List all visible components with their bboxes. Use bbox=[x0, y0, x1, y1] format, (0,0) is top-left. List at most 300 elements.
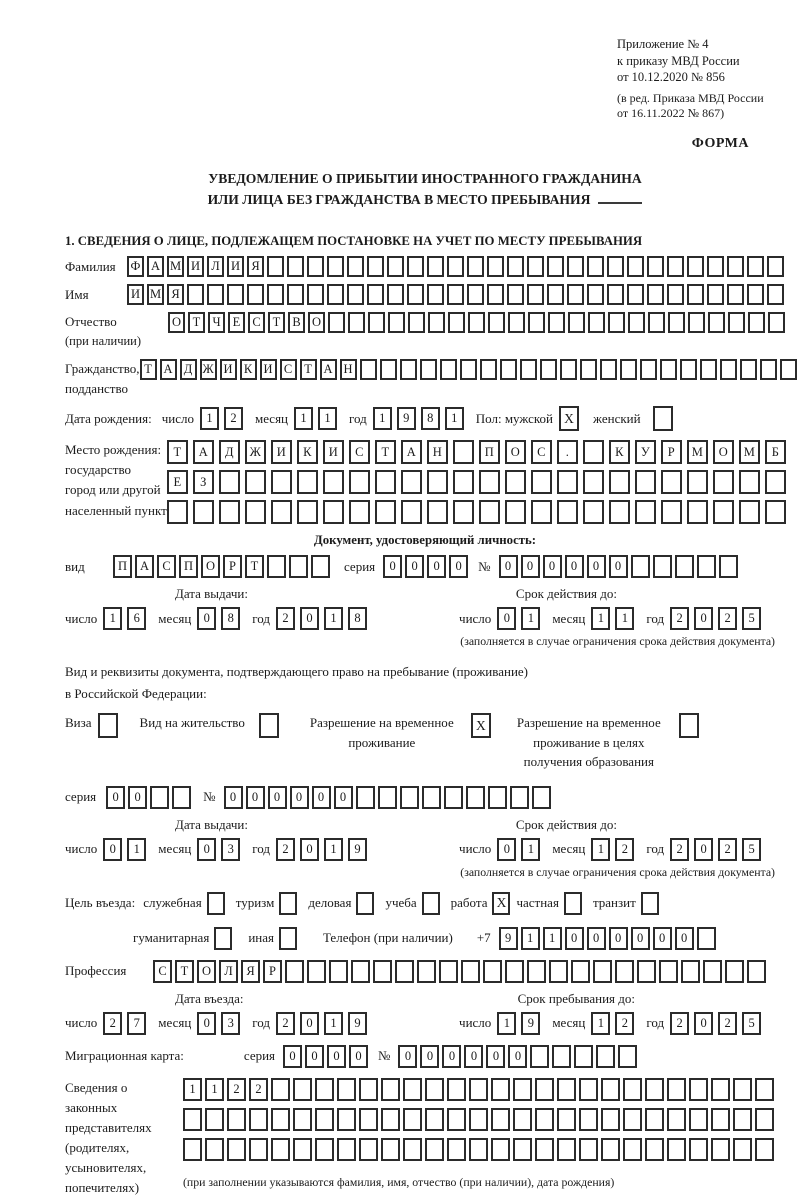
char-cell[interactable] bbox=[348, 312, 365, 333]
char-cell[interactable] bbox=[520, 359, 537, 380]
char-cell[interactable]: В bbox=[288, 312, 305, 333]
char-cell[interactable] bbox=[607, 284, 624, 305]
char-cell[interactable] bbox=[491, 1108, 510, 1131]
char-cell[interactable] bbox=[768, 312, 785, 333]
char-cell[interactable] bbox=[647, 256, 664, 277]
char-cell[interactable]: 0 bbox=[283, 1045, 302, 1068]
char-cell[interactable] bbox=[480, 359, 497, 380]
char-cell[interactable] bbox=[725, 960, 744, 983]
char-cell[interactable]: 3 bbox=[221, 838, 240, 861]
char-cell[interactable]: О bbox=[713, 440, 734, 464]
char-cell[interactable]: Н bbox=[340, 359, 357, 380]
purpose-tourism-checkbox[interactable] bbox=[279, 892, 297, 915]
char-cell[interactable]: 0 bbox=[609, 927, 628, 950]
char-cell[interactable] bbox=[315, 1078, 334, 1101]
char-cell[interactable]: Е bbox=[167, 470, 188, 494]
char-cell[interactable] bbox=[689, 1078, 708, 1101]
char-cell[interactable] bbox=[293, 1078, 312, 1101]
char-cell[interactable] bbox=[653, 555, 672, 578]
char-cell[interactable] bbox=[580, 359, 597, 380]
char-cell[interactable]: 0 bbox=[449, 555, 468, 578]
char-cell[interactable] bbox=[583, 500, 604, 524]
char-cell[interactable]: 0 bbox=[497, 838, 516, 861]
char-cell[interactable] bbox=[623, 1138, 642, 1161]
char-cell[interactable]: М bbox=[147, 284, 164, 305]
char-cell[interactable]: И bbox=[323, 440, 344, 464]
char-cell[interactable]: И bbox=[260, 359, 277, 380]
char-cell[interactable]: 8 bbox=[221, 607, 240, 630]
char-cell[interactable] bbox=[227, 1138, 246, 1161]
char-cell[interactable] bbox=[205, 1138, 224, 1161]
char-cell[interactable] bbox=[387, 284, 404, 305]
char-cell[interactable] bbox=[461, 960, 480, 983]
char-cell[interactable]: 2 bbox=[615, 838, 634, 861]
char-cell[interactable] bbox=[661, 470, 682, 494]
char-cell[interactable]: 0 bbox=[587, 927, 606, 950]
char-cell[interactable] bbox=[271, 1078, 290, 1101]
char-cell[interactable] bbox=[323, 470, 344, 494]
char-cell[interactable] bbox=[483, 960, 502, 983]
char-cell[interactable] bbox=[697, 927, 716, 950]
char-cell[interactable] bbox=[713, 500, 734, 524]
char-cell[interactable] bbox=[567, 284, 584, 305]
char-cell[interactable] bbox=[568, 312, 585, 333]
purpose-humanitarian-checkbox[interactable] bbox=[214, 927, 232, 950]
char-cell[interactable]: 9 bbox=[348, 838, 367, 861]
char-cell[interactable] bbox=[615, 960, 634, 983]
char-cell[interactable] bbox=[713, 470, 734, 494]
char-cell[interactable] bbox=[687, 500, 708, 524]
char-cell[interactable]: 0 bbox=[565, 555, 584, 578]
char-cell[interactable]: 1 bbox=[591, 607, 610, 630]
char-cell[interactable]: 2 bbox=[718, 607, 737, 630]
char-cell[interactable]: 0 bbox=[653, 927, 672, 950]
char-cell[interactable]: И bbox=[187, 256, 204, 277]
char-cell[interactable] bbox=[469, 1108, 488, 1131]
char-cell[interactable]: 2 bbox=[224, 407, 243, 430]
char-cell[interactable]: 0 bbox=[587, 555, 606, 578]
char-cell[interactable] bbox=[507, 284, 524, 305]
char-cell[interactable]: С bbox=[248, 312, 265, 333]
char-cell[interactable] bbox=[687, 470, 708, 494]
char-cell[interactable] bbox=[647, 284, 664, 305]
char-cell[interactable] bbox=[588, 312, 605, 333]
char-cell[interactable]: Д bbox=[219, 440, 240, 464]
char-cell[interactable] bbox=[767, 256, 784, 277]
char-cell[interactable]: 2 bbox=[670, 1012, 689, 1035]
char-cell[interactable] bbox=[311, 555, 330, 578]
purpose-work-checkbox[interactable]: X bbox=[492, 892, 510, 915]
char-cell[interactable]: 1 bbox=[615, 607, 634, 630]
char-cell[interactable]: 2 bbox=[718, 838, 737, 861]
char-cell[interactable]: 0 bbox=[197, 1012, 216, 1035]
char-cell[interactable]: 0 bbox=[521, 555, 540, 578]
char-cell[interactable] bbox=[687, 284, 704, 305]
char-cell[interactable] bbox=[540, 359, 557, 380]
char-cell[interactable]: 0 bbox=[383, 555, 402, 578]
char-cell[interactable] bbox=[703, 960, 722, 983]
char-cell[interactable] bbox=[349, 470, 370, 494]
char-cell[interactable]: 2 bbox=[670, 838, 689, 861]
char-cell[interactable] bbox=[219, 470, 240, 494]
char-cell[interactable] bbox=[549, 960, 568, 983]
char-cell[interactable] bbox=[328, 312, 345, 333]
char-cell[interactable]: А bbox=[147, 256, 164, 277]
char-cell[interactable]: 2 bbox=[615, 1012, 634, 1035]
char-cell[interactable] bbox=[447, 284, 464, 305]
char-cell[interactable] bbox=[748, 312, 765, 333]
char-cell[interactable]: 2 bbox=[670, 607, 689, 630]
char-cell[interactable] bbox=[648, 312, 665, 333]
char-cell[interactable] bbox=[487, 256, 504, 277]
char-cell[interactable]: Ч bbox=[208, 312, 225, 333]
char-cell[interactable] bbox=[609, 500, 630, 524]
char-cell[interactable]: 9 bbox=[521, 1012, 540, 1035]
char-cell[interactable] bbox=[425, 1138, 444, 1161]
char-cell[interactable] bbox=[609, 470, 630, 494]
char-cell[interactable] bbox=[707, 256, 724, 277]
char-cell[interactable] bbox=[510, 786, 529, 809]
char-cell[interactable]: 1 bbox=[521, 927, 540, 950]
char-cell[interactable] bbox=[359, 1138, 378, 1161]
char-cell[interactable] bbox=[547, 256, 564, 277]
char-cell[interactable] bbox=[219, 500, 240, 524]
char-cell[interactable]: 0 bbox=[464, 1045, 483, 1068]
char-cell[interactable] bbox=[337, 1138, 356, 1161]
char-cell[interactable]: 0 bbox=[128, 786, 147, 809]
purpose-commercial-checkbox[interactable] bbox=[356, 892, 374, 915]
char-cell[interactable] bbox=[557, 1108, 576, 1131]
char-cell[interactable]: 1 bbox=[183, 1078, 202, 1101]
char-cell[interactable] bbox=[739, 500, 760, 524]
char-cell[interactable]: 1 bbox=[127, 838, 146, 861]
char-cell[interactable] bbox=[245, 500, 266, 524]
char-cell[interactable] bbox=[765, 470, 786, 494]
char-cell[interactable] bbox=[567, 256, 584, 277]
char-cell[interactable] bbox=[711, 1108, 730, 1131]
char-cell[interactable]: 0 bbox=[420, 1045, 439, 1068]
char-cell[interactable] bbox=[747, 284, 764, 305]
char-cell[interactable]: Д bbox=[180, 359, 197, 380]
char-cell[interactable] bbox=[579, 1108, 598, 1131]
char-cell[interactable] bbox=[403, 1108, 422, 1131]
char-cell[interactable] bbox=[667, 1138, 686, 1161]
char-cell[interactable] bbox=[557, 1138, 576, 1161]
char-cell[interactable] bbox=[608, 312, 625, 333]
char-cell[interactable]: 0 bbox=[290, 786, 309, 809]
char-cell[interactable]: 1 bbox=[521, 607, 540, 630]
char-cell[interactable] bbox=[466, 786, 485, 809]
char-cell[interactable] bbox=[689, 1108, 708, 1131]
char-cell[interactable] bbox=[205, 1108, 224, 1131]
char-cell[interactable]: 1 bbox=[591, 838, 610, 861]
char-cell[interactable] bbox=[447, 1108, 466, 1131]
char-cell[interactable] bbox=[507, 256, 524, 277]
char-cell[interactable]: С bbox=[280, 359, 297, 380]
char-cell[interactable] bbox=[422, 786, 441, 809]
char-cell[interactable] bbox=[491, 1078, 510, 1101]
char-cell[interactable] bbox=[739, 470, 760, 494]
char-cell[interactable] bbox=[351, 960, 370, 983]
char-cell[interactable]: . bbox=[557, 440, 578, 464]
char-cell[interactable] bbox=[420, 359, 437, 380]
char-cell[interactable] bbox=[728, 312, 745, 333]
char-cell[interactable] bbox=[601, 1108, 620, 1131]
char-cell[interactable] bbox=[627, 256, 644, 277]
char-cell[interactable] bbox=[680, 359, 697, 380]
char-cell[interactable] bbox=[271, 500, 292, 524]
char-cell[interactable] bbox=[307, 960, 326, 983]
char-cell[interactable]: П bbox=[113, 555, 132, 578]
char-cell[interactable]: И bbox=[227, 256, 244, 277]
char-cell[interactable] bbox=[427, 500, 448, 524]
char-cell[interactable]: 0 bbox=[497, 607, 516, 630]
char-cell[interactable] bbox=[447, 1138, 466, 1161]
char-cell[interactable]: 2 bbox=[276, 607, 295, 630]
char-cell[interactable] bbox=[356, 786, 375, 809]
char-cell[interactable] bbox=[508, 312, 525, 333]
char-cell[interactable] bbox=[378, 786, 397, 809]
char-cell[interactable] bbox=[401, 470, 422, 494]
char-cell[interactable] bbox=[637, 960, 656, 983]
char-cell[interactable] bbox=[645, 1078, 664, 1101]
char-cell[interactable] bbox=[400, 786, 419, 809]
char-cell[interactable]: 0 bbox=[103, 838, 122, 861]
char-cell[interactable] bbox=[600, 359, 617, 380]
char-cell[interactable]: 0 bbox=[305, 1045, 324, 1068]
char-cell[interactable] bbox=[488, 786, 507, 809]
char-cell[interactable] bbox=[417, 960, 436, 983]
char-cell[interactable] bbox=[307, 256, 324, 277]
char-cell[interactable]: 0 bbox=[300, 607, 319, 630]
char-cell[interactable]: Б bbox=[765, 440, 786, 464]
char-cell[interactable] bbox=[780, 359, 797, 380]
visa-checkbox[interactable] bbox=[98, 713, 118, 738]
char-cell[interactable] bbox=[755, 1108, 774, 1131]
char-cell[interactable] bbox=[479, 500, 500, 524]
char-cell[interactable] bbox=[618, 1045, 637, 1068]
char-cell[interactable] bbox=[267, 555, 286, 578]
char-cell[interactable] bbox=[571, 960, 590, 983]
char-cell[interactable]: О bbox=[197, 960, 216, 983]
char-cell[interactable] bbox=[560, 359, 577, 380]
char-cell[interactable] bbox=[491, 1138, 510, 1161]
char-cell[interactable] bbox=[708, 312, 725, 333]
char-cell[interactable] bbox=[659, 960, 678, 983]
char-cell[interactable]: 0 bbox=[398, 1045, 417, 1068]
char-cell[interactable] bbox=[447, 256, 464, 277]
char-cell[interactable] bbox=[531, 470, 552, 494]
char-cell[interactable] bbox=[425, 1108, 444, 1131]
char-cell[interactable] bbox=[513, 1138, 532, 1161]
char-cell[interactable] bbox=[193, 500, 214, 524]
char-cell[interactable] bbox=[401, 500, 422, 524]
char-cell[interactable]: Я bbox=[247, 256, 264, 277]
char-cell[interactable] bbox=[747, 960, 766, 983]
char-cell[interactable]: 0 bbox=[246, 786, 265, 809]
char-cell[interactable] bbox=[593, 960, 612, 983]
char-cell[interactable]: Т bbox=[375, 440, 396, 464]
char-cell[interactable] bbox=[448, 312, 465, 333]
char-cell[interactable] bbox=[667, 1078, 686, 1101]
char-cell[interactable] bbox=[667, 284, 684, 305]
char-cell[interactable] bbox=[631, 555, 650, 578]
residence-permit-checkbox[interactable] bbox=[259, 713, 279, 738]
char-cell[interactable]: О bbox=[505, 440, 526, 464]
char-cell[interactable] bbox=[380, 359, 397, 380]
char-cell[interactable]: И bbox=[220, 359, 237, 380]
char-cell[interactable] bbox=[227, 284, 244, 305]
char-cell[interactable]: Е bbox=[228, 312, 245, 333]
char-cell[interactable]: 2 bbox=[276, 1012, 295, 1035]
char-cell[interactable] bbox=[439, 960, 458, 983]
char-cell[interactable] bbox=[367, 284, 384, 305]
char-cell[interactable] bbox=[675, 555, 694, 578]
char-cell[interactable] bbox=[623, 1078, 642, 1101]
char-cell[interactable] bbox=[469, 1078, 488, 1101]
char-cell[interactable] bbox=[427, 470, 448, 494]
char-cell[interactable]: 0 bbox=[486, 1045, 505, 1068]
char-cell[interactable]: 0 bbox=[312, 786, 331, 809]
char-cell[interactable] bbox=[407, 256, 424, 277]
char-cell[interactable]: 1 bbox=[324, 607, 343, 630]
char-cell[interactable] bbox=[640, 359, 657, 380]
char-cell[interactable] bbox=[707, 284, 724, 305]
char-cell[interactable] bbox=[548, 312, 565, 333]
char-cell[interactable] bbox=[552, 1045, 571, 1068]
char-cell[interactable]: Т bbox=[167, 440, 188, 464]
char-cell[interactable] bbox=[719, 555, 738, 578]
char-cell[interactable] bbox=[740, 359, 757, 380]
temp-residence-education-checkbox[interactable] bbox=[679, 713, 699, 738]
char-cell[interactable] bbox=[601, 1138, 620, 1161]
char-cell[interactable] bbox=[427, 256, 444, 277]
char-cell[interactable] bbox=[661, 500, 682, 524]
char-cell[interactable]: 0 bbox=[543, 555, 562, 578]
char-cell[interactable]: 0 bbox=[694, 838, 713, 861]
char-cell[interactable] bbox=[287, 256, 304, 277]
char-cell[interactable]: 1 bbox=[543, 927, 562, 950]
char-cell[interactable] bbox=[285, 960, 304, 983]
char-cell[interactable]: 0 bbox=[327, 1045, 346, 1068]
char-cell[interactable]: 1 bbox=[324, 838, 343, 861]
char-cell[interactable] bbox=[337, 1078, 356, 1101]
char-cell[interactable] bbox=[660, 359, 677, 380]
char-cell[interactable] bbox=[183, 1138, 202, 1161]
char-cell[interactable] bbox=[368, 312, 385, 333]
char-cell[interactable]: И bbox=[271, 440, 292, 464]
char-cell[interactable] bbox=[479, 470, 500, 494]
char-cell[interactable] bbox=[347, 284, 364, 305]
char-cell[interactable]: 7 bbox=[127, 1012, 146, 1035]
char-cell[interactable] bbox=[645, 1138, 664, 1161]
char-cell[interactable] bbox=[467, 284, 484, 305]
char-cell[interactable] bbox=[453, 500, 474, 524]
char-cell[interactable] bbox=[247, 284, 264, 305]
char-cell[interactable] bbox=[527, 256, 544, 277]
char-cell[interactable] bbox=[307, 284, 324, 305]
char-cell[interactable]: 1 bbox=[324, 1012, 343, 1035]
char-cell[interactable]: Ж bbox=[200, 359, 217, 380]
char-cell[interactable]: 0 bbox=[675, 927, 694, 950]
char-cell[interactable] bbox=[297, 470, 318, 494]
char-cell[interactable]: 0 bbox=[334, 786, 353, 809]
char-cell[interactable] bbox=[627, 284, 644, 305]
char-cell[interactable]: 5 bbox=[742, 838, 761, 861]
char-cell[interactable]: 0 bbox=[300, 838, 319, 861]
char-cell[interactable] bbox=[349, 500, 370, 524]
char-cell[interactable] bbox=[557, 1078, 576, 1101]
char-cell[interactable] bbox=[535, 1108, 554, 1131]
char-cell[interactable] bbox=[468, 312, 485, 333]
char-cell[interactable]: 1 bbox=[521, 838, 540, 861]
char-cell[interactable]: 0 bbox=[609, 555, 628, 578]
char-cell[interactable] bbox=[403, 1078, 422, 1101]
char-cell[interactable]: 2 bbox=[718, 1012, 737, 1035]
char-cell[interactable]: 0 bbox=[106, 786, 125, 809]
char-cell[interactable] bbox=[505, 500, 526, 524]
char-cell[interactable] bbox=[467, 256, 484, 277]
char-cell[interactable] bbox=[687, 256, 704, 277]
char-cell[interactable] bbox=[388, 312, 405, 333]
char-cell[interactable]: К bbox=[240, 359, 257, 380]
char-cell[interactable] bbox=[513, 1108, 532, 1131]
char-cell[interactable] bbox=[267, 284, 284, 305]
char-cell[interactable] bbox=[381, 1138, 400, 1161]
char-cell[interactable]: 1 bbox=[294, 407, 313, 430]
char-cell[interactable] bbox=[535, 1138, 554, 1161]
char-cell[interactable] bbox=[249, 1108, 268, 1131]
char-cell[interactable] bbox=[347, 256, 364, 277]
char-cell[interactable]: 0 bbox=[631, 927, 650, 950]
char-cell[interactable] bbox=[488, 312, 505, 333]
char-cell[interactable]: К bbox=[609, 440, 630, 464]
char-cell[interactable] bbox=[172, 786, 191, 809]
char-cell[interactable]: Н bbox=[427, 440, 448, 464]
char-cell[interactable] bbox=[360, 359, 377, 380]
char-cell[interactable] bbox=[733, 1108, 752, 1131]
char-cell[interactable]: С bbox=[153, 960, 172, 983]
char-cell[interactable] bbox=[403, 1138, 422, 1161]
char-cell[interactable] bbox=[620, 359, 637, 380]
char-cell[interactable] bbox=[315, 1108, 334, 1131]
char-cell[interactable]: 0 bbox=[349, 1045, 368, 1068]
char-cell[interactable] bbox=[583, 440, 604, 464]
char-cell[interactable] bbox=[688, 312, 705, 333]
char-cell[interactable]: Т bbox=[175, 960, 194, 983]
char-cell[interactable] bbox=[150, 786, 169, 809]
char-cell[interactable]: 1 bbox=[445, 407, 464, 430]
char-cell[interactable] bbox=[444, 786, 463, 809]
char-cell[interactable] bbox=[765, 500, 786, 524]
char-cell[interactable] bbox=[400, 359, 417, 380]
char-cell[interactable] bbox=[528, 312, 545, 333]
char-cell[interactable] bbox=[500, 359, 517, 380]
purpose-business-checkbox[interactable] bbox=[207, 892, 225, 915]
char-cell[interactable] bbox=[623, 1108, 642, 1131]
char-cell[interactable]: 1 bbox=[318, 407, 337, 430]
char-cell[interactable]: 0 bbox=[197, 838, 216, 861]
char-cell[interactable]: П bbox=[179, 555, 198, 578]
char-cell[interactable] bbox=[381, 1108, 400, 1131]
char-cell[interactable]: 9 bbox=[397, 407, 416, 430]
char-cell[interactable] bbox=[287, 284, 304, 305]
char-cell[interactable] bbox=[607, 256, 624, 277]
char-cell[interactable] bbox=[557, 500, 578, 524]
char-cell[interactable] bbox=[587, 284, 604, 305]
char-cell[interactable]: К bbox=[297, 440, 318, 464]
char-cell[interactable]: О bbox=[168, 312, 185, 333]
